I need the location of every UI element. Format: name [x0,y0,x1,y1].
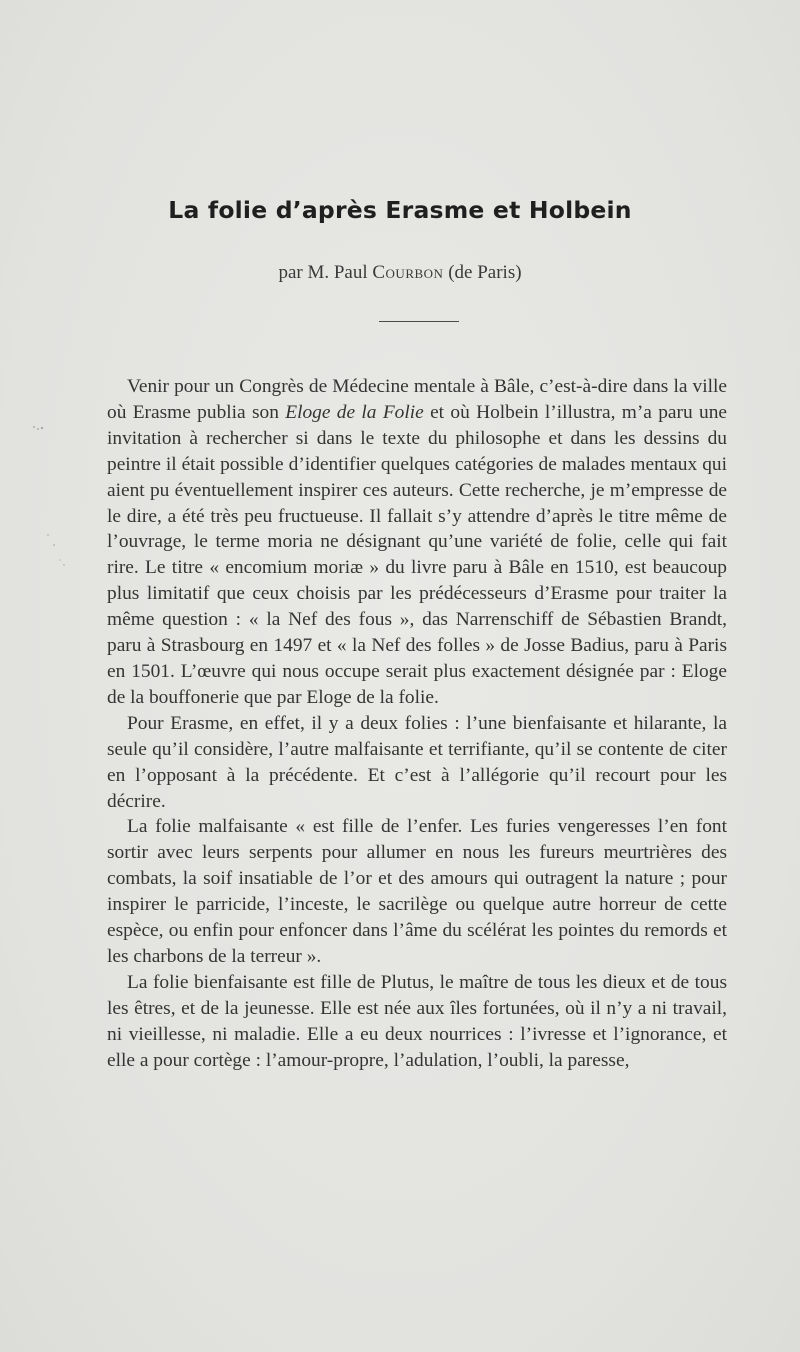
book-title-italic: Eloge de la Folie [285,401,424,423]
paragraph-4: La folie bienfaisante est fille de Plutus, le maître de tous les dieux et de tous les êtres, et de la jeunesse. Elle est née aux îles fortunées, où il n’y a ni travail, ni vieillesse, ni maladie. Elle a eu deux nourrices : l’ivresse et l’ignorance, et elle a pour cortège : l’amour-propre, l’adulation, l’oubli, la paresse, [107,971,727,1071]
article-body [107,374,727,1073]
paragraph-3: La folie malfaisante « est fille de l’enfer. Les furies vengeresses l’en font sortir avec leurs serpents pour allumer en nous les fureurs meurtrières des combats, la soif insatiable de l’or et des amours qui outragent la nature ; pour inspirer le parricide, l’inceste, le sacrilège ou quelque autre horreur de cette espèce, ou enfin pour enfoncer dans l’âme du scélérat les pointes du remords et les charbons de la terreur ». [107,816,727,967]
paragraph-1 [107,374,727,711]
paragraph-2: Pour Erasme, en effet, il y a deux folies : l’une bienfaisante et hilarante, la seule qu’il considère, l’autre malfaisante et terrifiante, qu’il se contente de citer en l’opposant à la précédente. Et c’est à l’allégorie qu’il recourt pour les décrire. [107,712,727,812]
author-byline [0,262,800,284]
margin-specks [20,415,80,585]
byline-suffix: (de Paris) [443,262,522,283]
title-divider [379,321,459,322]
paragraph-1-text-cont: et où Holbein l’illustra, m’a paru une invitation à rechercher si dans le texte du philosophe et dans les dessins du peintre il était possible d’identifier quelques catégories de malades mentaux qui aient pu éventuellement inspirer ces auteurs. Cette recherche, je m’empresse de le dire, a été très peu fructueuse. Il fallait s’y attendre d’après le titre même de l’ouvrage, le terme moria ne désignant qu’une variété de folie, celle qui fait rire. Le titre « encomium moriæ » du livre paru à Bâle en 1510, est beaucoup plus limitatif que ceux choisis par les prédécesseurs d’Erasme pour traiter la même question : « la Nef des fous », das Narrenschiff de Sébastien Brandt, paru à Strasbourg en 1497 et « la Nef des folles » de Josse Badius, paru à Paris en 1501. L’œuvre qui nous occupe serait plus exactement désignée par : Eloge de la bouffonerie que par Eloge de la folie. [107,401,728,708]
paragraph-1-text: Venir pour un Congrès de Médecine mentale à Bâle, c’est-à-dire dans la ville où Erasme publia son [107,376,727,423]
article-title: La folie d’après Erasme et Holbein [168,196,632,224]
author-surname: Courbon [372,262,444,283]
byline-prefix: par M. Paul [278,262,373,283]
